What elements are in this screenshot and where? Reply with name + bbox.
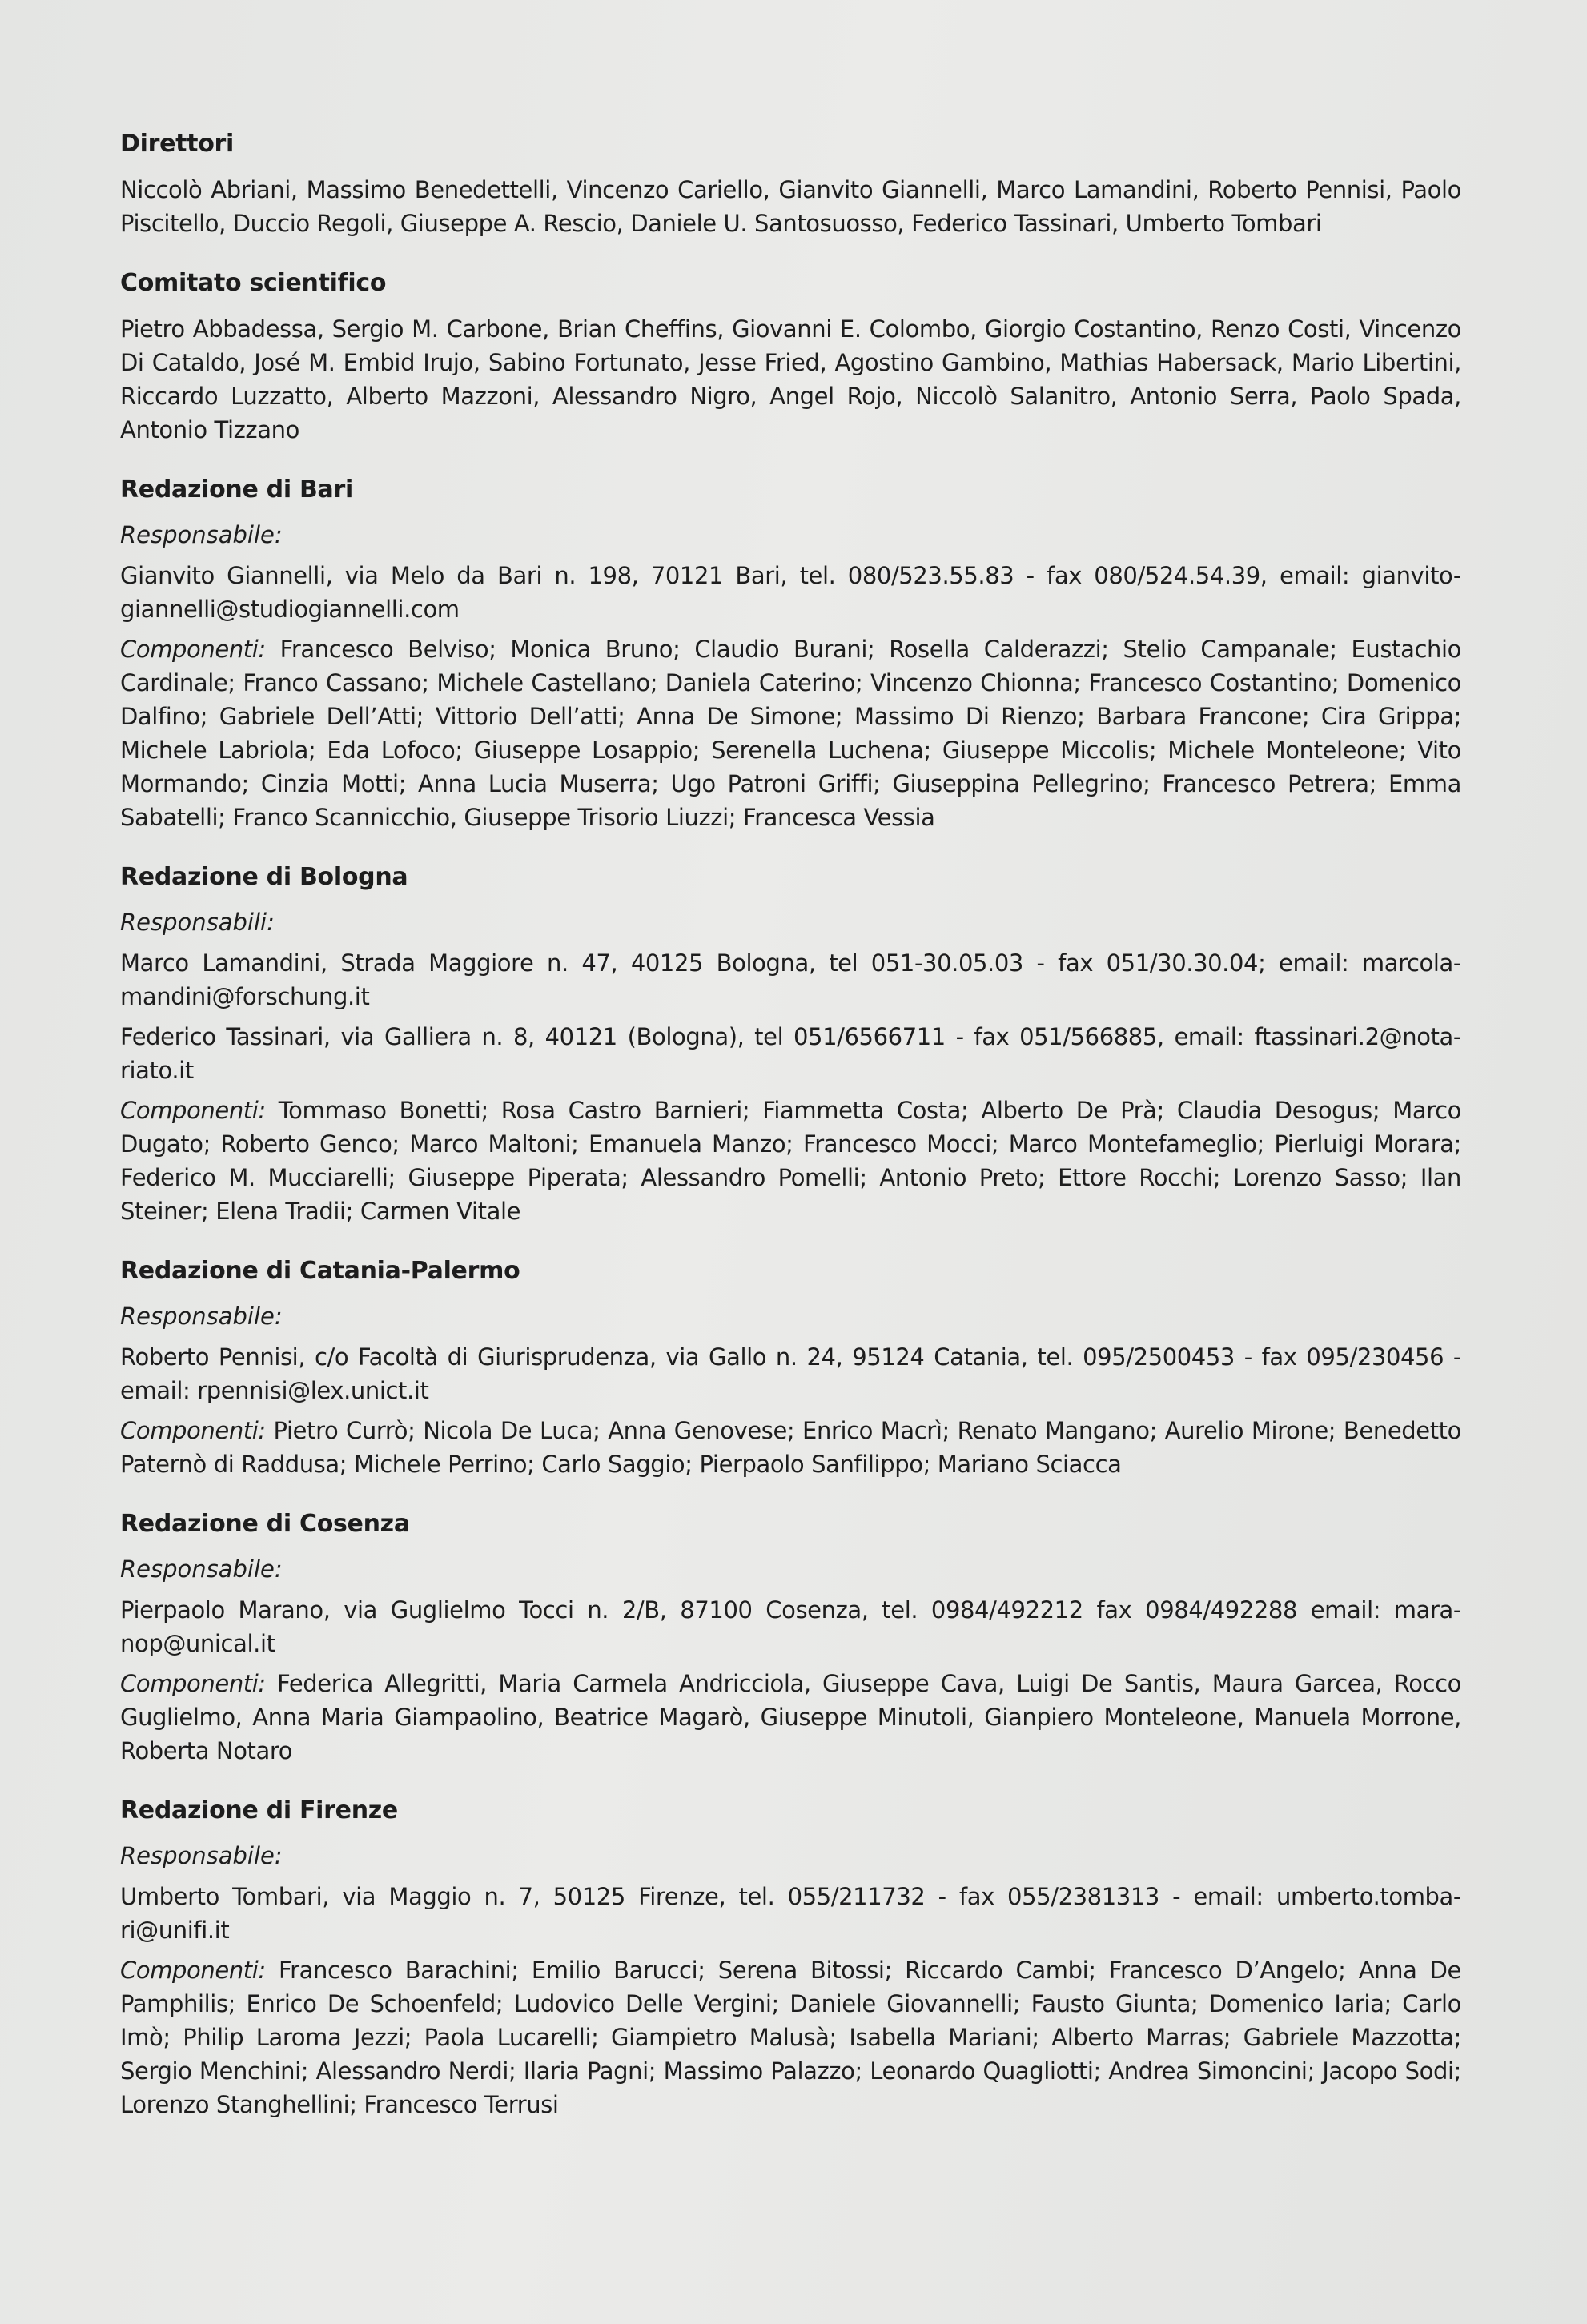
components-paragraph bbox=[120, 1667, 1461, 1768]
responsabile-entry: Umberto Tombari, via Maggio n. 7, 50125 Firenze, tel. 055/211732 - fax 055/2381313 - email: umberto.tomba-ri@unifi.it bbox=[120, 1883, 1461, 1944]
section-redazione-catania-palermo bbox=[120, 1255, 1461, 1481]
responsabile-label: Responsabile: bbox=[120, 521, 283, 548]
components-label: Componenti: bbox=[120, 1097, 266, 1124]
components-paragraph bbox=[120, 1094, 1461, 1228]
section-heading: Redazione di Bologna bbox=[120, 863, 408, 891]
components-list: Pietro Currò; Nicola De Luca; Anna Genovese; Enrico Macrì; Renato Mangano; Aurelio Mirone; Benedetto Paternò di Raddusa; Michele Perrino; Carlo Saggio; Pierpaolo Sanfilippo; Mariano Sciacca bbox=[120, 1417, 1461, 1478]
section-heading: Redazione di Cosenza bbox=[120, 1510, 410, 1538]
components-list: Tommaso Bonetti; Rosa Castro Barnieri; Fiammetta Costa; Alberto De Prà; Claudia Desogus; Marco Dugato; Roberto Genco; Marco Maltoni; Emanuela Manzo; Francesco Mocci; Marco Montefameglio; Pierluigi Morara; Federico M. Mucciarelli; Giuseppe Piperata; Alessandro Pomelli; Antonio Preto; Ettore Rocchi; Lorenzo Sasso; Ilan Steiner; Elena Tradii; Carmen Vitale bbox=[120, 1097, 1461, 1225]
responsabile-entry: Pierpaolo Marano, via Guglielmo Tocci n. 2/B, 87100 Cosenza, tel. 0984/492212 fax 0984/492288 email: mara-nop@unical.it bbox=[120, 1596, 1461, 1657]
components-label: Componenti: bbox=[120, 1957, 266, 1984]
components-label: Componenti: bbox=[120, 636, 266, 663]
components-label: Componenti: bbox=[120, 1670, 266, 1697]
masthead-page bbox=[120, 128, 1461, 2149]
section-heading: Direttori bbox=[120, 130, 234, 158]
components-paragraph bbox=[120, 1414, 1461, 1481]
responsabile-entry: Federico Tassinari, via Galliera n. 8, 40121 (Bologna), tel 051/6566711 - fax 051/566885, email: ftassinari.2@nota-riato.it bbox=[120, 1023, 1461, 1084]
section-heading: Redazione di Bari bbox=[120, 476, 353, 504]
section-redazione-cosenza bbox=[120, 1508, 1461, 1768]
responsabile-label: Responsabile: bbox=[120, 1842, 283, 1869]
section-direttori bbox=[120, 128, 1461, 240]
components-label: Componenti: bbox=[120, 1417, 266, 1444]
responsabile-entry: Roberto Pennisi, c/o Facoltà di Giurisprudenza, via Gallo n. 24, 95124 Catania, tel. 095/2500453 - fax 095/230456 - email: rpennisi@lex.unict.it bbox=[120, 1343, 1461, 1404]
responsabili-label: Responsabili: bbox=[120, 909, 275, 936]
responsabile-label: Responsabile: bbox=[120, 1302, 283, 1330]
components-list: Federica Allegritti, Maria Carmela Andricciola, Giuseppe Cava, Luigi De Santis, Maura Garcea, Rocco Guglielmo, Anna Maria Giampaolino, Beatrice Magarò, Giuseppe Minutoli, Gianpiero Monteleone, Manuela Morrone, Roberta Notaro bbox=[120, 1670, 1461, 1764]
section-redazione-bologna bbox=[120, 861, 1461, 1228]
section-heading: Comitato scientifico bbox=[120, 269, 387, 297]
responsabile-entry: Gianvito Giannelli, via Melo da Bari n. 198, 70121 Bari, tel. 080/523.55.83 - fax 080/524.54.39, email: gianvito-giannelli@studiogiannelli.com bbox=[120, 562, 1461, 623]
components-paragraph bbox=[120, 632, 1461, 834]
section-comitato-scientifico bbox=[120, 267, 1461, 447]
section-redazione-bari bbox=[120, 474, 1461, 834]
section-redazione-firenze bbox=[120, 1795, 1461, 2121]
section-heading: Redazione di Catania-Palermo bbox=[120, 1257, 520, 1285]
directors-list: Niccolò Abriani, Massimo Benedettelli, Vincenzo Cariello, Gianvito Giannelli, Marco Lamandini, Roberto Pennisi, Paolo Piscitello, Duccio Regoli, Giuseppe A. Rescio, Daniele U. Santosuosso, Federico Tassinari, Umberto Tombari bbox=[120, 176, 1461, 237]
components-list: Francesco Barachini; Emilio Barucci; Serena Bitossi; Riccardo Cambi; Francesco D’Angelo; Anna De Pamphilis; Enrico De Schoenfeld; Ludovico Delle Vergini; Daniele Giovannelli; Fausto Giunta; Domenico Iaria; Carlo Imò; Philip Laroma Jezzi; Paola Lucarelli; Giampietro Malusà; Isabella Mariani; Alberto Marras; Gabriele Mazzotta; Sergio Menchini; Alessandro Nerdi; Ilaria Pagni; Massimo Palazzo; Leonardo Quagliotti; Andrea Simoncini; Jacopo Sodi; Lorenzo Stanghellini; Francesco Terrusi bbox=[120, 1957, 1462, 2118]
responsabile-entry: Marco Lamandini, Strada Maggiore n. 47, 40125 Bologna, tel 051-30.05.03 - fax 051/30.30.04; email: marcola-mandini@forschung.it bbox=[120, 949, 1461, 1010]
responsabile-label: Responsabile: bbox=[120, 1555, 283, 1583]
components-paragraph bbox=[120, 1953, 1461, 2121]
section-heading: Redazione di Firenze bbox=[120, 1796, 398, 1824]
components-list: Francesco Belviso; Monica Bruno; Claudio Burani; Rosella Calderazzi; Stelio Campanale; Eustachio Cardinale; Franco Cassano; Michele Castellano; Daniela Caterino; Vincenzo Chionna; Francesco Costantino; Domenico Dalfino; Gabriele Dell’Atti; Vittorio Dell’atti; Anna De Simone; Massimo Di Rienzo; Barbara Francone; Cira Grippa; Michele Labriola; Eda Lofoco; Giuseppe Losappio; Serenella Luchena; Giuseppe Miccolis; Michele Monteleone; Vito Mormando; Cinzia Motti; Anna Lucia Muserra; Ugo Patroni Griffi; Giuseppina Pellegrino; Francesco Petrera; Emma Sabatelli; Franco Scannicchio, Giuseppe Trisorio Liuzzi; Francesca Vessia bbox=[120, 636, 1461, 831]
committee-list: Pietro Abbadessa, Sergio M. Carbone, Brian Cheffins, Giovanni E. Colombo, Giorgio Costantino, Renzo Costi, Vincenzo Di Cataldo, José M. Embid Irujo, Sabino Fortunato, Jesse Fried, Agostino Gambino, Mathias Habersack, Mario Libertini, Riccardo Luzzatto, Alberto Mazzoni, Alessandro Nigro, Angel Rojo, Niccolò Salanitro, Antonio Serra, Paolo Spada, Antonio Tizzano bbox=[120, 315, 1461, 444]
